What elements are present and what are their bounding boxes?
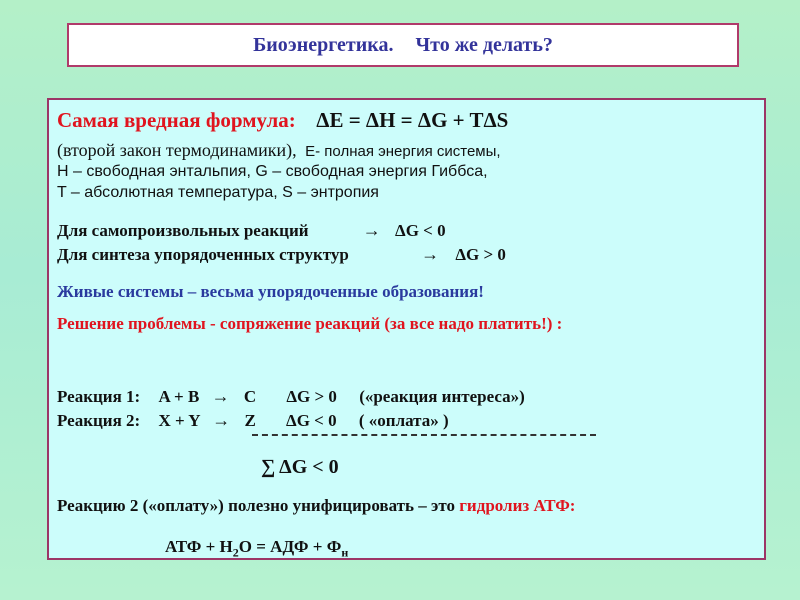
- slide-title: [67, 23, 739, 67]
- sum-line: ∑ ΔG < 0: [261, 456, 339, 478]
- atp-sub-2: н: [341, 545, 349, 560]
- spontaneous-line: [57, 220, 446, 241]
- solution-line: Решение проблемы - сопряжение реакций (за все надо платить!) :: [57, 314, 563, 333]
- atp-sub-1: 2: [232, 545, 239, 560]
- arrow-icon: →: [362, 220, 381, 240]
- formula-label: Самая вредная формула:: [57, 108, 296, 132]
- reaction-1-lhs: A + B: [158, 387, 200, 406]
- arrow-icon: →: [212, 410, 231, 430]
- reaction-2-line: [57, 410, 449, 431]
- reaction-1-note: («реакция интереса»): [359, 387, 525, 406]
- atp-part-2: O = АДФ + Ф: [238, 537, 342, 556]
- definition-line-2: T – абсолютная температура, S – энтропия: [57, 184, 379, 201]
- reaction-2-rhs: Z: [244, 411, 256, 430]
- synthesis-value: ΔG > 0: [455, 245, 506, 264]
- content-box: [47, 98, 766, 560]
- reaction-1-dg: ΔG > 0: [286, 387, 337, 406]
- formula-line: [57, 108, 508, 133]
- title-part2: Что же делать?: [415, 33, 553, 56]
- reaction-1-line: [57, 386, 525, 407]
- reaction-1-label: Реакция 1:: [57, 387, 141, 406]
- reaction-2-dg: ΔG < 0: [286, 411, 337, 430]
- unify-text: Реакцию 2 («оплату») полезно унифицировать – это: [57, 496, 455, 515]
- definition-line-1: H – свободная энтальпия, G – свободная энергия Гиббса,: [57, 163, 488, 180]
- arrow-icon: →: [211, 386, 230, 406]
- unify-highlight: гидролиз АТФ:: [459, 496, 576, 515]
- separator-dashed-line: [252, 434, 596, 436]
- synthesis-line: [57, 244, 506, 265]
- atp-hydrolysis-equation: [165, 537, 348, 560]
- reaction-2-lhs: X + Y: [158, 411, 200, 430]
- reaction-1-rhs: C: [243, 387, 257, 406]
- formula: ΔE = ΔH = ΔG + TΔS: [316, 108, 509, 132]
- reaction-2-note: ( «оплата» ): [358, 411, 449, 430]
- energy-def: E- полная энергия системы,: [305, 143, 501, 160]
- unify-line: [57, 496, 575, 516]
- law-text: (второй закон термодинамики),: [57, 140, 297, 160]
- reaction-2-label: Реакция 2:: [57, 411, 141, 430]
- synthesis-text: Для синтеза упорядоченных структур: [57, 245, 349, 264]
- arrow-icon: →: [421, 244, 440, 264]
- spontaneous-text: Для самопроизвольных реакций: [57, 221, 309, 240]
- atp-part-1: АТФ + H: [165, 537, 233, 556]
- title-part1: Биоэнергетика.: [253, 33, 394, 56]
- living-systems-line: Живые системы – весьма упорядоченные образования!: [57, 282, 484, 301]
- spontaneous-value: ΔG < 0: [395, 221, 446, 240]
- law-line: [57, 140, 501, 161]
